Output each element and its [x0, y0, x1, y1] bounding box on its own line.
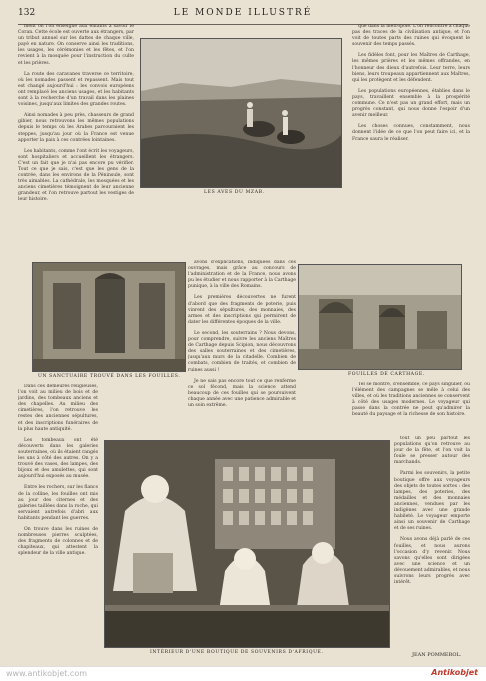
- paragraph: tout un peu partout les populations qu'on retrouve au jour de la fête, et l'on voit la foule se presser autour des marchands.: [394, 436, 470, 466]
- paragraph: Tel se montre, d'ensemble, ce pays singulier, où l'élément des campagnes se mêle à celui des villes, et où les traditions anciennes se conservent à côté des usages modernes. Le voyageur qui passe dans la contrée ne peut qu'admirer la beauté du paysage et la richesse de son histoire.: [352, 382, 470, 418]
- paragraph: Les habitants, comme l'ont écrit les voyageurs, sont hospitaliers et accueillent les étrangers. C'est un fait que je n'ai pas encore pu vérifier. Tout ce que je sais, c'est que les gens de la contrée, dans les environs de la Péninsule, sont très aimables. La cathédrale, les mosquées et les anciens cimetières témoignent de leur ancienne grandeur, et l'on retrouve partout les vestiges de leur histoire.: [18, 148, 134, 203]
- caption-top-photo: LES AVES DU MZAB.: [204, 190, 265, 195]
- caption-right-photo: FOUILLES DE CARTHAGE.: [348, 372, 425, 377]
- photo-desert-donkeys: [140, 38, 342, 188]
- paragraph: Les fidèles font, pour les Maîtres de Carthage, les mêmes prières et les mêmes offrandes, en l'honneur des dieux d'autrefois. Leur terre, leurs biens, leurs troupeaux appartiennent aux Maîtres, qui les protègent et les défendent.: [352, 53, 470, 83]
- photo-souvenir-shop: [104, 440, 390, 648]
- paragraph: Entre les rochers, sur les flancs de la colline, les fouilles ont mis au jour des citernes et des galeries taillées dans la roche, qui servaient autrefois d'abri aux habitants pendant les guerres.: [18, 485, 98, 521]
- photo-excavations: [298, 264, 462, 370]
- page-number: 132: [18, 8, 36, 18]
- paragraph: Les tombeaux ont été découverts dans les galeries souterraines, où ils étaient rangés les uns à côté des autres. On y a trouvé des vases, des lampes, des bijoux et des amulettes, qui sont aujourd'hui exposés au musée.: [18, 437, 98, 480]
- paragraph: que dans la métropole. L'on rencontre à chaque pas des traces de la civilisation antique, et l'on voit de toutes parts des ruines qui évoquent le souvenir des temps passés.: [352, 24, 470, 48]
- caption-left-photo: UN SANCTUAIRE TROUVÉ DANS LES FOUILLES.: [38, 374, 181, 379]
- text-column-lower-right: [394, 436, 470, 648]
- watermark-url[interactable]: www.antikobjet.com: [6, 669, 87, 678]
- text-column-middle: [188, 260, 296, 430]
- author-signature: JEAN POMMEROL.: [412, 652, 462, 658]
- paragraph: Dans ces demeures religieuses, l'on voit au milieu de bois et de jardins, des tombeaux anciens et des chapelles. Au milieu des cimetières, l'on retrouve les restes des anciennes sépultures, et des inscriptions funéraires de la plus haute antiquité.: [18, 384, 98, 432]
- paragraph: Parmi les souvenirs, la petite boutique offre aux voyageurs des objets de toutes sortes : des lampes, des poteries, des médailles et des monnaies anciennes, vendues par les indigènes avec une grande habileté. Le voyageur emporte ainsi un souvenir de Carthage et de ses ruines.: [394, 471, 470, 532]
- paragraph: Ainsi nomades à peu près, chasseurs de grand gibier, nous retrouvons les mêmes populations depuis le temps où les Arabes parcouraient les steppes, jusqu'au jour où la France est venue apporter la paix à ces contrées lointaines.: [18, 113, 134, 143]
- paragraph: Les premières découvertes ne furent d'abord que des fragments de poterie, puis vinrent des sépultures, des monnaies, des armes et des inscriptions qui permirent de dater les différentes époques de la ville.: [188, 295, 296, 325]
- paragraph: Je ne sais pas encore tout ce que renferme ce sol fécond, mais la science attend beaucoup de ces fouilles qui se poursuivent chaque année avec une patience admirable et un soin extrême.: [188, 378, 296, 408]
- page-header: [0, 6, 486, 20]
- caption-bottom-photo: INTÉRIEUR D'UNE BOUTIQUE DE SOUVENIRS D'AFRIQUE.: [150, 650, 324, 655]
- photo-sanctuary: [32, 262, 186, 372]
- text-column-lower-left: [18, 384, 98, 654]
- paragraph: Nous avons déjà parlé de ces fouilles, et nous aurons l'occasion d'y revenir. Nous savons qu'elles sont dirigées avec une science et un dévouement admirables, et nous suivrons leurs progrès avec intérêt.: [394, 537, 470, 586]
- paragraph: ment on l'on enseigne aux enfants à savoir le Coran. Cette école est ouverte aux étrangers, par un tribut annuel sur les dattes de chaque ville, payé en nature. On conserve ainsi les traditions, les usages, les cérémonies et les fêtes, et l'on revient à la mosquée pour l'instruction du culte et les prières.: [18, 24, 134, 66]
- paragraph: On trouve dans les ruines de nombreuses pierres sculptées, des fragments de colonnes et de chapiteaux, qui attestent la splendeur de la ville antique.: [18, 526, 98, 557]
- watermark-bar: [0, 666, 486, 681]
- paragraph: La route des caravanes traverse ce territoire, où les nomades passent et repassent. Mais tout est changé aujourd'hui : les convois européens ont remplacé les anciens usages, et les habitants sont à la recherche d'un travail dans les plaines voisines, jusqu'aux limites des grandes routes.: [18, 71, 134, 108]
- paragraph: Les choses connues, constamment, nous donnent l'idée de ce que l'on peut faire ici, et la France saura le réaliser.: [352, 124, 470, 142]
- paragraph: avons d'explications, indiquées dans ces ouvrages, mais grâce au concours de l'administration et de la France, nous avons pu les étudier et nous rapporter à la Carthage punique, à la ville des Romains.: [188, 260, 296, 290]
- paragraph: Le second, les souterrains ? Nous devons, pour comprendre, suivre les anciens Maîtres de Carthage depuis Scipion, nous découvrons des salles souterraines et des cimetières, jusqu'aux murs de la citadelle. Combien de combats, combien de traités, et combien de ruines aussi !: [188, 330, 296, 373]
- masthead-title: LE MONDE ILLUSTRÉ: [173, 8, 313, 18]
- text-column-left-top: [18, 24, 134, 260]
- text-column-right-middle: [352, 382, 470, 430]
- watermark-logo: Antikobjet: [431, 668, 478, 677]
- paragraph: Les populations européennes, établies dans le pays, travaillent ensemble à la prospérité commune. Ce n'est pas un grand effort, mais un progrès constant, qui nous donne l'espoir d'un avenir meilleur.: [352, 88, 470, 119]
- text-column-right-top: [352, 24, 470, 260]
